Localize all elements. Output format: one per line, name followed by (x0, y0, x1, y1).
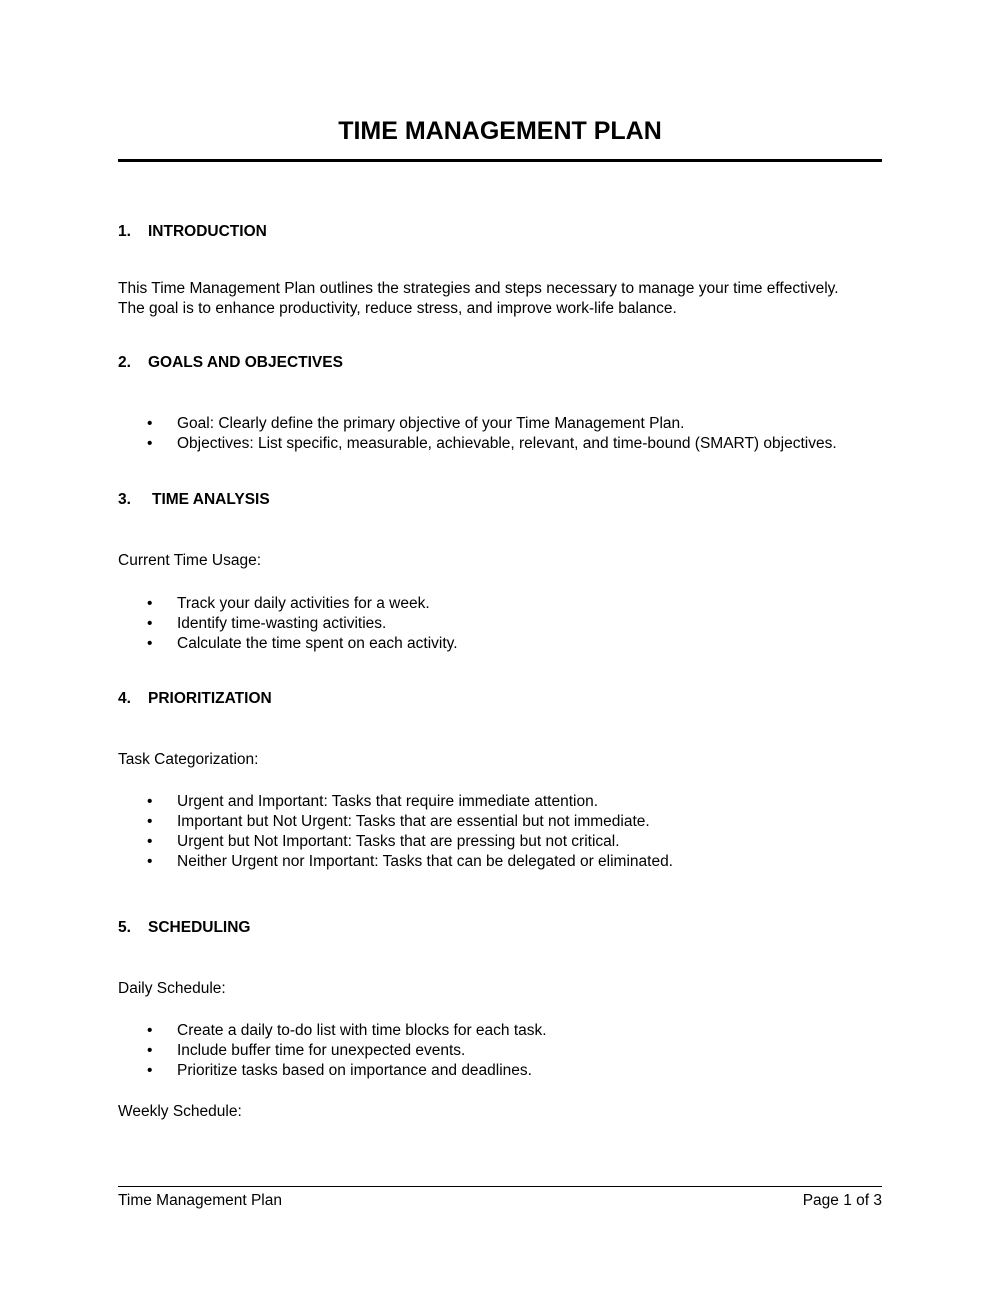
page-number: Page 1 of 3 (802, 1192, 882, 1209)
bullet-list: • Create a daily to-do list with time blocks for each task. • Include buffer time for unexpected events. • Prioritize tasks based on importance and deadlines. (118, 1021, 547, 1081)
section-heading: 2. GOALS AND OBJECTIVES (118, 354, 343, 371)
section-heading: 4. PRIORITIZATION (118, 690, 272, 707)
title-rule (118, 159, 882, 162)
subheading: Current Time Usage: (118, 552, 261, 569)
bullet-list: • Goal: Clearly define the primary objective of your Time Management Plan. • Objectives: List specific, measurable, achievable, relevant, and time-bound (SMART) objectives. (118, 414, 837, 454)
bullet-list: • Urgent and Important: Tasks that require immediate attention. • Important but Not Urgent: Tasks that are essential but not immediate. • Urgent but Not Important: Tasks that are pressing but not critical. • Neither Urgent nor Important: Tasks that can be delegated or eliminated. (118, 792, 673, 872)
intro-paragraph: This Time Management Plan outlines the strategies and steps necessary to manage your time effectively. The goal is to enhance productivity, reduce stress, and improve work-life balance. (118, 280, 839, 317)
subheading: Task Categorization: (118, 751, 259, 768)
subheading: Weekly Schedule: (118, 1103, 242, 1120)
footer-title: Time Management Plan (118, 1192, 282, 1209)
section-heading: 1. INTRODUCTION (118, 223, 267, 240)
footer-rule (118, 1186, 882, 1187)
section-heading: 3. TIME ANALYSIS (118, 491, 270, 508)
subheading: Daily Schedule: (118, 980, 226, 997)
section-heading: 5. SCHEDULING (118, 919, 251, 936)
document-title: TIME MANAGEMENT PLAN (338, 117, 662, 145)
footer (118, 1192, 882, 1210)
bullet-list: • Track your daily activities for a week. • Identify time-wasting activities. • Calculate the time spent on each activity. (118, 594, 458, 654)
